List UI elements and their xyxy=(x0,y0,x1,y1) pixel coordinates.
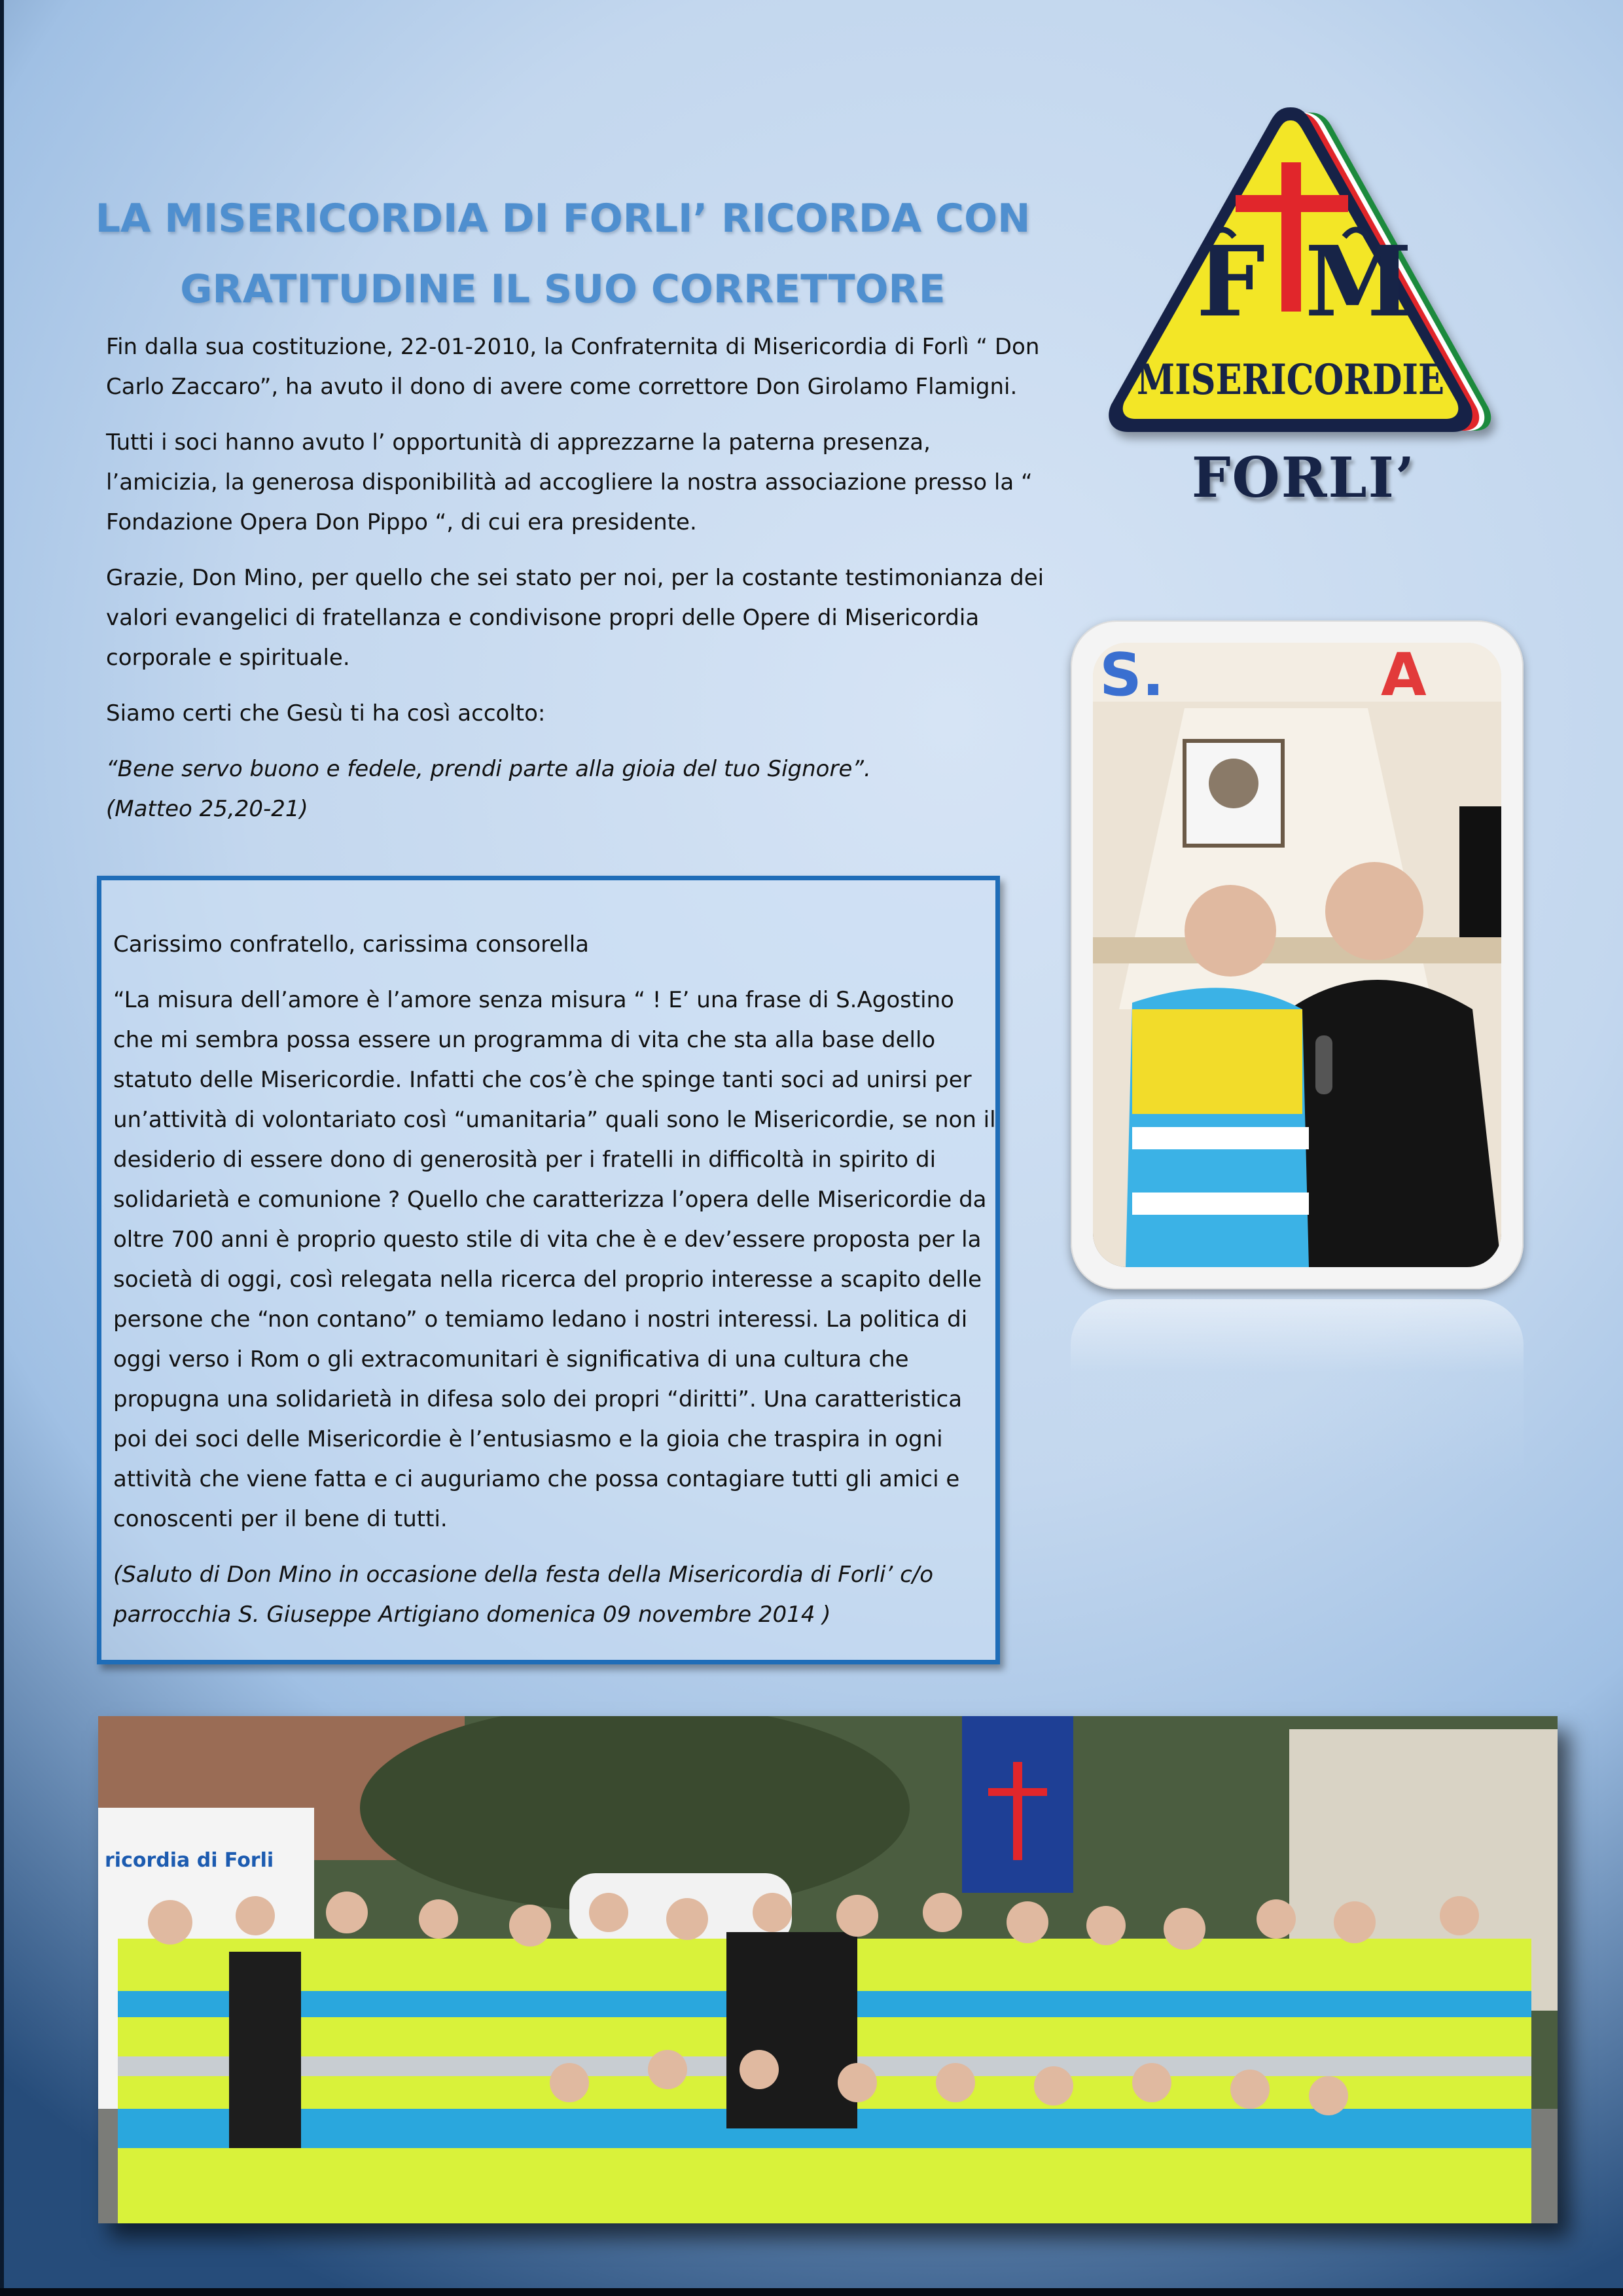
logo-monogram-f: F xyxy=(1196,224,1266,338)
intro-text xyxy=(106,327,1048,829)
letter-body: “La misura dell’amore è l’amore senza misura “ ! E’ una frase di S.Agostino che mi sembra possa essere un programma di vita che sta alla base dello statuto delle Misericordie. Infatti che cos’è che spinge tanti soci ad unirsi per un’attività di volontariato così “umanitaria” quali sono le Misericordie, se non il desiderio di essere dono di generosità per i fratelli in difficoltà in spirito di solidarietà e comunione ? Quello che caratterizza l’opera delle Misericordie da oltre 700 anni è proprio questo stile di vita che è e dev’essere proposta per la società di oggi, così relegata nella ricerca del proprio interesse a scapito delle persone che “non contano” o temiamo ledano i nostri interessi. La politica di oggi verso i Rom o gli extracomunitari è significativa di una cultura che propugna una solidarietà in difesa solo dei propri “diritti”. Una caratteristica poi dei soci delle Misericordie è l’entusiasmo e la gioia che traspira in ogni attività che viene fatta e ci auguriamo che possa contagiare tutti gli amici e conoscenti per il bene di tutti. xyxy=(113,987,996,1532)
page-title xyxy=(79,183,1047,325)
logo-name: MISERICORDIE xyxy=(1137,355,1444,404)
bible-quote xyxy=(106,749,1048,829)
intro-paragraph-3: Grazie, Don Mino, per quello che sei stato per noi, per la costante testimonianza dei valori evangelici di fratellanza e condivisone propri delle Opere di Misericordia corporale e spirituale. xyxy=(106,565,1044,671)
page-edge xyxy=(0,0,4,2296)
letter xyxy=(113,925,997,1651)
bottom-strip xyxy=(0,2288,1623,2296)
bible-quote-reference: (Matteo 25,20-21) xyxy=(106,796,308,822)
logo-city: FORLI’ xyxy=(1191,445,1416,510)
title-line-1: LA MISERICORDIA DI FORLI’ RICORDA CON xyxy=(95,196,1031,242)
letter-box xyxy=(97,876,1000,1664)
intro-paragraph-2: Tutti i soci hanno avuto l’ opportunità di apprezzarne la paterna presenza, l’amicizia, la generosa disponibilità ad accogliere la nostra associazione presso la “ Fondazione Opera Don Pippo “, di cui era presidente. xyxy=(106,429,1033,535)
letter-greeting: Carissimo confratello, carissima consorella xyxy=(113,931,590,958)
group-photo xyxy=(98,1716,1558,2223)
interview-photo xyxy=(1093,643,1501,1267)
group-photo-image xyxy=(98,1716,1558,2223)
photo-reflection xyxy=(1071,1299,1524,1482)
letter-signature: (Saluto di Don Mino in occasione della festa della Misericordia di Forli’ c/o parrocchia S. Giuseppe Artigiano domenica 09 novembre 2014 ) xyxy=(113,1562,934,1628)
interview-photo-image xyxy=(1093,643,1501,1267)
photo-frame xyxy=(1071,620,1524,1289)
svg-text:S.: S. xyxy=(1099,643,1165,709)
title-line-2: GRATITUDINE IL SUO CORRETTORE xyxy=(180,266,946,313)
bible-quote-text: “Bene servo buono e fedele, prendi parte alla gioia del tuo Signore”. xyxy=(106,756,871,782)
logo-monogram-m: M xyxy=(1305,224,1412,338)
ambulance-text: ricordia di Forli xyxy=(105,1849,274,1872)
intro-paragraph-4: Siamo certi che Gesù ti ha così accolto: xyxy=(106,700,546,726)
intro-paragraph-1: Fin dalla sua costituzione, 22-01-2010, la Confraternita di Misericordia di Forlì “ Don Carlo Zaccaro”, ha avuto il dono di avere come correttore Don Girolamo Flamigni. xyxy=(106,334,1040,400)
logo-triangle-icon xyxy=(1094,98,1513,465)
svg-text:A: A xyxy=(1381,643,1427,709)
